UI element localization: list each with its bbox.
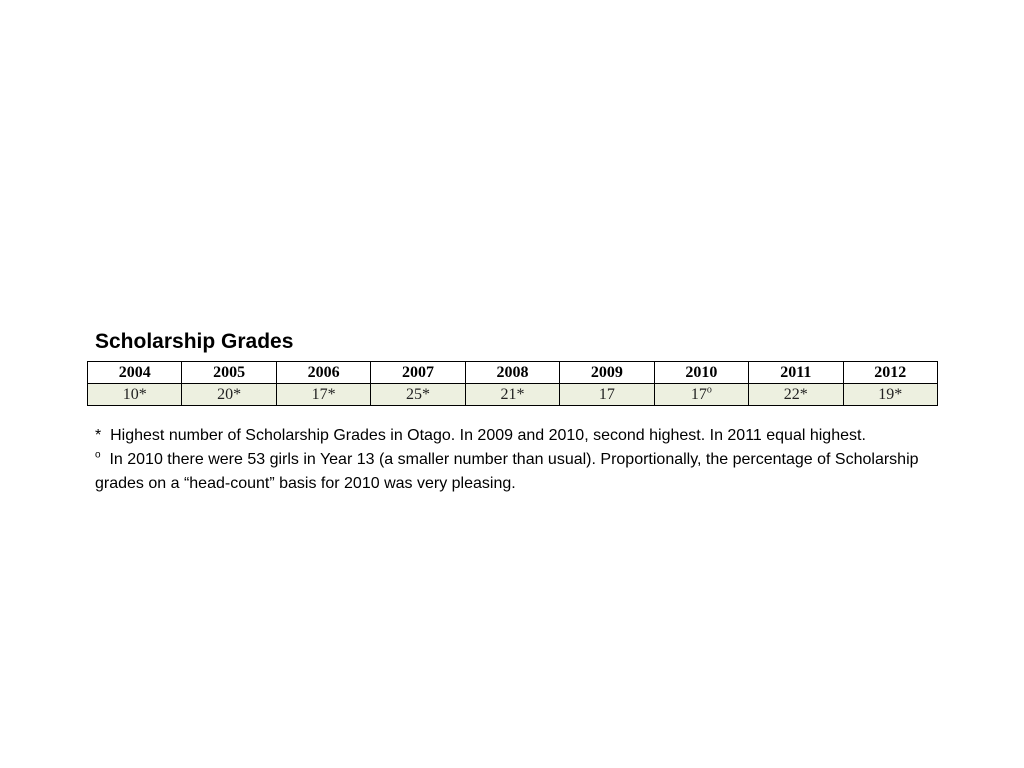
column-header-2010: 2010: [654, 362, 748, 384]
table-cell-2005: [182, 384, 276, 406]
table-cell-2006: [276, 384, 370, 406]
column-header-2005: 2005: [182, 362, 276, 384]
column-header-2006: 2006: [276, 362, 370, 384]
footnotes: [95, 424, 930, 496]
column-header-2004: 2004: [88, 362, 182, 384]
cell-value: 17*: [311, 385, 336, 403]
cell-value: 21*: [500, 385, 525, 403]
column-header-2008: 2008: [465, 362, 559, 384]
footnote-text: In 2010 there were 53 girls in Year 13 (a smaller number than usual). Proportionally, the percentage of Scholarship grades on a “head-count” basis for 2010 was very pleasing.: [95, 451, 919, 492]
table-cell-2008: [465, 384, 559, 406]
table-header-row: [88, 362, 938, 384]
column-header-2012: 2012: [843, 362, 938, 384]
column-header-2007: 2007: [371, 362, 465, 384]
table-cell-2011: [749, 384, 843, 406]
scholarship-grades-table: [87, 361, 938, 406]
column-header-2011: 2011: [749, 362, 843, 384]
cell-value: 19*: [878, 385, 903, 403]
cell-superscript: o: [706, 384, 712, 396]
table-cell-2004: [88, 384, 182, 406]
table-cell-2012: [843, 384, 938, 406]
table-cell-2010: [654, 384, 748, 406]
footnote-text: Highest number of Scholarship Grades in Otago. In 2009 and 2010, second highest. In 2011 equal highest.: [110, 427, 866, 444]
cell-value: 22*: [783, 385, 808, 403]
table-row: [88, 384, 938, 406]
footnote-asterisk: [95, 424, 930, 448]
footnote-marker: *: [95, 427, 102, 444]
cell-value: 17: [598, 385, 615, 403]
cell-value: 20*: [217, 385, 242, 403]
table-cell-2007: [371, 384, 465, 406]
footnote-circle: [95, 448, 930, 496]
footnote-marker: o: [95, 449, 101, 461]
column-header-2009: 2009: [560, 362, 654, 384]
cell-value: 17: [690, 385, 707, 403]
page-title: Scholarship Grades: [95, 330, 294, 353]
table-cell-2009: [560, 384, 654, 406]
cell-value: 25*: [406, 385, 431, 403]
cell-value: 10*: [122, 385, 147, 403]
